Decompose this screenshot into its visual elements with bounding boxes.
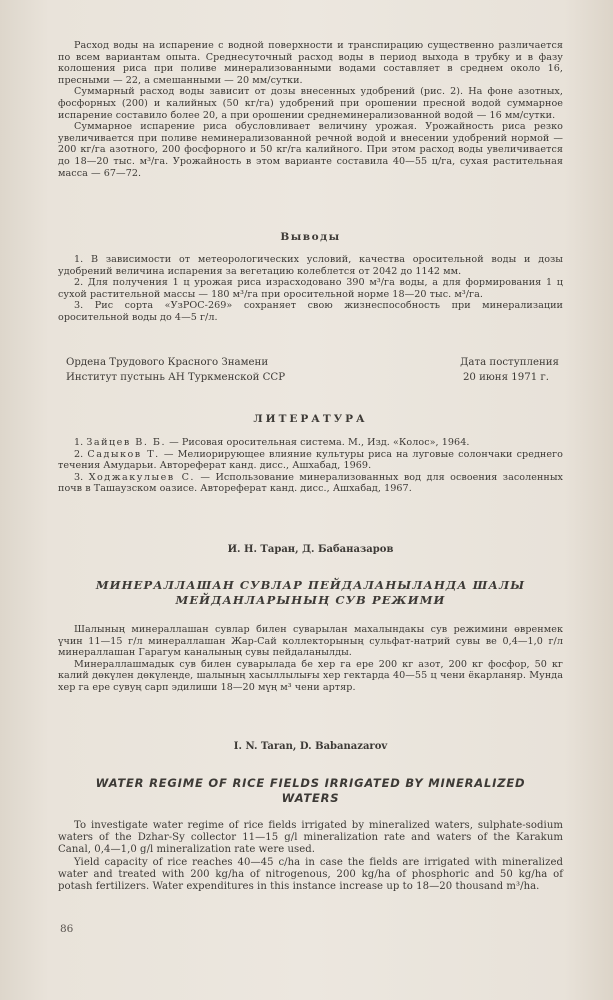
received-date: 20 июня 1971 г.: [462, 372, 549, 383]
reference-author: Зайцев В. Б.: [86, 437, 167, 448]
uz-title-line-1: МИНЕРАЛЛАШАН СУВЛАР ПЕЙДАЛАНЫЛАНДА ШАЛЫ: [95, 578, 526, 592]
conclusions-list: [58, 254, 563, 324]
institution-line-2: Институт пустынь АН Туркменской ССР: [66, 372, 286, 383]
en-paragraph-1: To investigate water regime of rice fields irrigated by mineralized waters, sulphate-sodium waters of the Dzhar-Sy collector 11—15 g/l mineralization rate and waters of the Karakum Canal, 0,4—1,0 g/l mineralization rate were used.: [58, 820, 563, 856]
literature-heading: ЛИТЕРАТУРА: [253, 413, 368, 425]
reference-1: [58, 437, 563, 449]
intro-paragraph-1: Расход воды на испарение с водной поверхности и транспирацию существенно различается по всем вариантам опыта. Среднесуточный расход воды в период выхода в трубку и в фазу колошения риса при поливе минерализованными водами составляет в среднем около 16, пресными — 22, а смешанными — 20 мм/сутки.: [58, 40, 563, 86]
institution-block: [58, 355, 563, 385]
en-title-line-2: WATERS: [281, 791, 340, 805]
page-number: 86: [60, 923, 74, 935]
uz-abstract-body: [58, 624, 563, 694]
en-title-line-1: WATER REGIME OF RICE FIELDS IRRIGATED BY MINERALIZED: [95, 776, 526, 790]
uz-title-line-2: МЕЙДАНЛАРЫНЫҢ СУВ РЕЖИМИ: [175, 593, 446, 607]
conclusion-1: 1. В зависимости от метеорологических условий, качества оросительной воды и дозы удобрений величина испарения за вегетацию колеблется от 2042 до 1142 мм.: [58, 254, 563, 277]
conclusions-heading: Выводы: [280, 231, 341, 243]
conclusion-2: 2. Для получения 1 ц урожая риса израсходовано 390 м³/га воды, а для формирования 1 ц сухой растительной массы — 180 м³/га при оросительной норме 18—20 тыс. м³/га.: [58, 277, 563, 300]
reference-text: — Мелиорирующее влияние культуры риса на луговые солончаки среднего течения Амударьи. Автореферат канд. дисс., Ашхабад, 1969.: [58, 448, 563, 472]
reference-author: Ходжакулыев С.: [88, 471, 195, 483]
reference-text: — Использование минерализованных вод для освоения засоленных почв в Ташаузском оазисе. Автореферат канд. дисс., Ашхабад, 1967.: [58, 471, 564, 495]
intro-paragraph-3: Суммарное испарение риса обусловливает величину урожая. Урожайность риса резко увеличивается при поливе неминерализованной речной водой и внесении удобрений нормой — 200 кг/га азотного, 200 фосфорного и 50 кг/га калийного. При этом расход воды увеличивается до 18—20 тыс. м³/га. Урожайность в этом варианте составила 40—55 ц/га, сухая растительная масса — 67—72.: [58, 121, 563, 179]
reference-author: Садыков Т.: [87, 448, 160, 460]
intro-paragraph-2: Суммарный расход воды зависит от дозы внесенных удобрений (рис. 2). На фоне азотных, фосфорных (200) и калийных (50 кг/га) удобрений при орошении пресной водой суммарное испарение составило более 20, а при орошении среднеминерализованной водой — 16 мм/сутки.: [58, 86, 563, 121]
en-abstract-body: [58, 820, 563, 893]
received-label: Дата поступления: [460, 357, 559, 368]
intro-section: [58, 40, 563, 179]
reference-number: 3.: [74, 471, 84, 483]
uz-paragraph-1: Шалының минераллашан сувлар билен суварылан махалындакы сув режимини өвренмек үчин 11—15 г/л минераллашан Жар-Сай коллекторының сульфат-натрий сувы ве 0,4—1,0 г/л минераллашан Гарагум каналының сувы пейдаланылды.: [58, 624, 563, 659]
references-list: [58, 437, 563, 495]
uz-title: [58, 578, 563, 608]
en-paragraph-2: Yield capacity of rice reaches 40—45 c/ha in case the fields are irrigated with mineralized water and treated with 200 kg/ha of nitrogenous, 200 kg/ha of phosphoric and 50 kg/ha of potash fertilizers. Water expenditures in this instance increase up to 18—20 thousand m³/ha.: [58, 856, 563, 893]
reference-number: 1.: [74, 437, 84, 448]
en-title: [58, 776, 563, 806]
conclusion-3: 3. Рис сорта «УзРОС-269» сохраняет свою жизнеспособность при минерализации оросительной воды до 4—5 г/л.: [58, 300, 563, 323]
reference-text: — Рисовая оросительная система. М., Изд. «Колос», 1964.: [169, 437, 470, 448]
uz-paragraph-2: Минераллашмадык сув билен суварылада бе хер га ере 200 кг азот, 200 кг фосфор, 50 кг калий дөкүлен дөкүлеңде, шалының хасыллылығы хер гектарда 40—55 ц чени ёкарланяр. Мунда хер га ере сувуң сарп эдилиши 18—20 мүң м³ чени артяр.: [58, 658, 563, 693]
institution-line-1: Ордена Трудового Красного Знамени: [66, 357, 269, 368]
reference-2: [58, 449, 563, 472]
en-authors: I. N. Taran, D. Babanazarov: [233, 741, 388, 752]
uz-authors: И. Н. Таран, Д. Бабаназаров: [227, 544, 394, 555]
reference-3: [58, 472, 563, 495]
reference-number: 2.: [74, 448, 84, 460]
